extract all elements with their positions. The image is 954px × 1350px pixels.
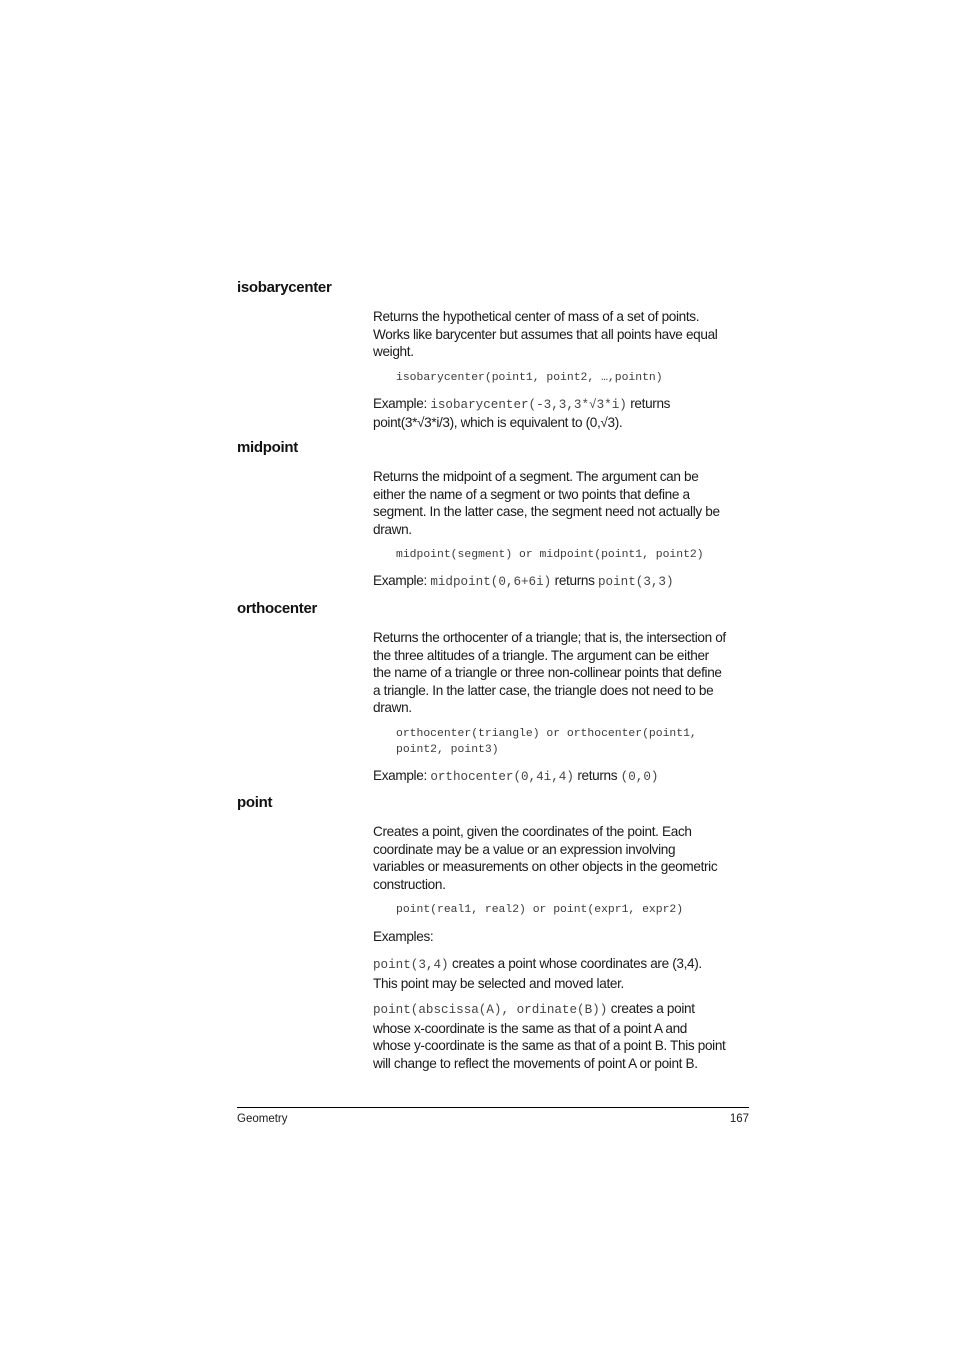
example-code: point(3,4)	[373, 957, 449, 972]
description-line: variables or measurements on other objects in the geometric	[373, 859, 718, 875]
footer-page-number: 167	[729, 1113, 749, 1125]
example-result: point(3,3)	[597, 575, 674, 590]
section-isobarycenter-body	[373, 308, 751, 432]
example-text-line: will change to reflect the movements of point A or point B.	[373, 1055, 698, 1071]
example-returns: returns	[554, 573, 595, 589]
example-text-line: whose x-coordinate is the same as that of a point A and	[373, 1020, 688, 1036]
section-orthocenter-body	[373, 629, 751, 787]
footer-chapter: Geometry	[237, 1113, 288, 1125]
example-isobarycenter	[373, 395, 751, 415]
description-line: Returns the midpoint of a segment. The argument can be	[373, 469, 699, 484]
example-label: Example:	[373, 767, 427, 783]
description-line: the three altitudes of a triangle. The argument can be either	[373, 647, 709, 663]
description-line: segment. In the latter case, the segment need not actually be	[373, 504, 720, 520]
example-text: creates a point whose coordinates are (3,4).	[452, 955, 702, 971]
syntax-isobarycenter: isobarycenter(point1, point2, …,pointn)	[396, 371, 663, 384]
example-returns: returns	[577, 767, 618, 783]
description-line: Creates a point, given the coordinates of the point. Each	[373, 824, 692, 839]
example-label: Example:	[373, 395, 427, 411]
example-text: creates a point	[610, 1001, 695, 1017]
syntax-midpoint: midpoint(segment) or midpoint(point1, point2)	[396, 549, 704, 562]
example-label: Example:	[373, 573, 427, 589]
example-code: isobarycenter(-3,3,3*√3*i)	[430, 397, 627, 412]
example-point-1	[373, 955, 751, 975]
description-line: weight.	[373, 344, 414, 360]
section-point-body	[373, 823, 751, 1073]
heading-isobarycenter: isobarycenter	[237, 279, 332, 296]
syntax-orthocenter-line: orthocenter(triangle) or orthocenter(point1,	[396, 727, 697, 740]
example-code: midpoint(0,6+6i)	[430, 575, 552, 590]
examples-label: Examples:	[373, 929, 434, 945]
example-orthocenter	[373, 767, 751, 787]
description-line: Works like barycenter but assumes that all points have equal	[373, 326, 718, 342]
example-point-2	[373, 1000, 751, 1020]
heading-orthocenter: orthocenter	[237, 600, 318, 617]
description-line: the name of a triangle or three non-collinear points that define	[373, 665, 722, 681]
description-line: coordinate may be a value or an expression involving	[373, 841, 676, 857]
description-line: Returns the orthocenter of a triangle; that is, the intersection of	[373, 630, 726, 645]
syntax-orthocenter-line: point2, point3)	[396, 743, 499, 756]
example-code: point(abscissa(A), ordinate(B))	[373, 1003, 608, 1018]
example-midpoint	[373, 572, 751, 592]
example-result: (0,0)	[620, 769, 659, 784]
description-line: construction.	[373, 876, 446, 892]
example-text-line: This point may be selected and moved later.	[373, 975, 624, 991]
example-code: orthocenter(0,4i,4)	[430, 769, 574, 784]
description-line: either the name of a segment or two points that define a	[373, 486, 690, 502]
description-line: drawn.	[373, 521, 412, 537]
syntax-point: point(real1, real2) or point(expr1, expr2)	[396, 904, 684, 917]
heading-midpoint: midpoint	[237, 439, 298, 456]
description-line: Returns the hypothetical center of mass of a set of points.	[373, 309, 700, 324]
footer-rule	[237, 1107, 749, 1108]
description-line: drawn.	[373, 700, 412, 716]
heading-point: point	[237, 794, 273, 811]
example-text-line: whose y-coordinate is the same as that of a point B. This point	[373, 1038, 726, 1054]
description-line: a triangle. In the latter case, the triangle does not need to be	[373, 682, 714, 698]
example-result: point(3*√3*i/3), which is equivalent to (0,√3).	[373, 415, 623, 431]
section-midpoint-body	[373, 468, 751, 592]
example-returns: returns	[630, 395, 671, 411]
